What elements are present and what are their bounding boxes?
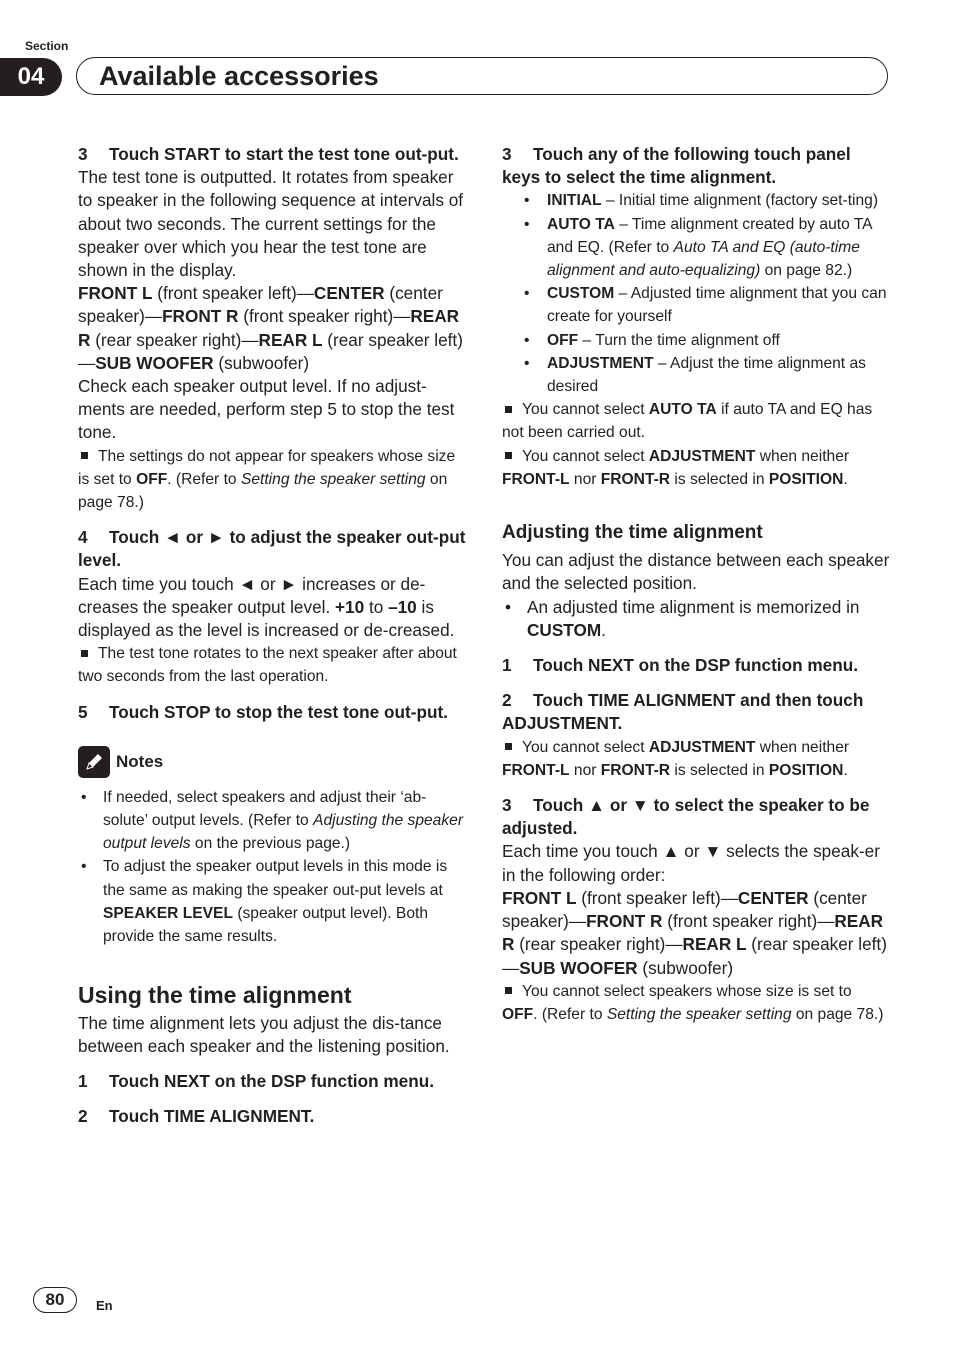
subsection-heading: Adjusting the time alignment	[502, 522, 763, 544]
body-text: Each time you touch ▲ or ▼ selects the speak-er in the following order:	[502, 841, 880, 885]
step-heading: 3 Touch any of the following touch panel keys to select the time alignment.	[502, 144, 851, 188]
right-column	[502, 143, 890, 1026]
step-heading: 2 Touch TIME ALIGNMENT.	[78, 1106, 315, 1127]
note-item: The settings do not appear for speakers whose size is set to OFF. (Refer to Setting the speaker setting on page 78.)	[78, 447, 456, 512]
note-item: You cannot select speakers whose size is set to OFF. (Refer to Setting the speaker setting on page 78.)	[502, 982, 884, 1023]
note-item: You cannot select ADJUSTMENT when neither FRONT-L nor FRONT-R is selected in POSITION.	[502, 738, 850, 779]
body-text: Check each speaker output level. If no adjust-ments are needed, perform step 5 to stop the test tone.	[78, 376, 455, 443]
page-number: 80	[33, 1287, 77, 1313]
notes-heading: Notes	[78, 746, 466, 778]
step-heading: 3 Touch ▲ or ▼ to select the speaker to be adjusted.	[502, 795, 870, 839]
body-text: Each time you touch ◄ or ► increases or de-creases the speaker output level. +10 to –10 is displayed as the level is increased or de-creased.	[78, 573, 455, 641]
step-heading: 3 Touch START to start the test tone out-put.	[78, 144, 459, 164]
bullet-item: • An adjusted time alignment is memorized in CUSTOM.	[502, 596, 890, 642]
note-square-icon	[505, 406, 512, 413]
option-bullet: • INITIAL – Initial time alignment (factory set-ting)	[502, 189, 890, 212]
section-number: 04	[0, 58, 62, 96]
body-text: You can adjust the distance between each speaker and the selected position.	[502, 550, 890, 594]
note-square-icon	[505, 452, 512, 459]
title-bar	[76, 57, 888, 95]
body-text: The time alignment lets you adjust the dis-tance between each speaker and the listening position.	[78, 1012, 450, 1056]
body-text: The test tone is outputted. It rotates from speaker to speaker in the following sequence at intervals of about two seconds. The current settings for the speaker over which you hear the test tone are shown in the display.	[78, 167, 464, 281]
option-bullet: • AUTO TA – Time alignment created by auto TA and EQ. (Refer to Auto TA and EQ (auto-time alignment and auto-equalizing) on page 82.)	[502, 213, 890, 283]
option-bullet: • CUSTOM – Adjusted time alignment that you can create for yourself	[502, 282, 890, 328]
note-item: The test tone rotates to the next speaker after about two seconds from the last operation.	[78, 645, 457, 686]
step-heading: 2 Touch TIME ALIGNMENT and then touch ADJUSTMENT.	[502, 690, 864, 734]
page-title: Available accessories	[99, 61, 379, 91]
section-label: Section	[25, 39, 69, 53]
language-code: En	[96, 1298, 113, 1313]
note-item: You cannot select AUTO TA if auto TA and EQ has not been carried out.	[502, 401, 873, 442]
note-square-icon	[505, 743, 512, 750]
notes-bullet: • To adjust the speaker output levels in this mode is the same as making the speaker out-put levels at SPEAKER LEVEL (speaker output level). Both provide the same results.	[78, 855, 466, 948]
notes-pencil-icon	[78, 746, 110, 778]
step-heading: 4 Touch ◄ or ► to adjust the speaker out-put level.	[78, 527, 466, 571]
note-item: You cannot select ADJUSTMENT when neither FRONT-L nor FRONT-R is selected in POSITION.	[502, 447, 850, 488]
note-square-icon	[81, 452, 88, 459]
option-bullet: • ADJUSTMENT – Adjust the time alignment as desired	[502, 352, 890, 398]
speaker-sequence: FRONT L (front speaker left)—CENTER (center speaker)—FRONT R (front speaker right)—REAR R (rear speaker right)—REAR L (rear speaker left)—SUB WOOFER (subwoofer)	[78, 283, 463, 373]
section-heading: Using the time alignment	[78, 982, 352, 1009]
note-square-icon	[81, 650, 88, 657]
notes-bullet: • If needed, select speakers and adjust their ‘ab-solute’ output levels. (Refer to Adjusting the speaker output levels on the previous page.)	[78, 786, 466, 856]
step-heading: 5 Touch STOP to stop the test tone out-put.	[78, 701, 448, 722]
step-heading: 1 Touch NEXT on the DSP function menu.	[502, 655, 858, 676]
left-column	[78, 143, 466, 1128]
speaker-sequence: FRONT L (front speaker left)—CENTER (center speaker)—FRONT R (front speaker right)—REAR R (rear speaker right)—REAR L (rear speaker left)—SUB WOOFER (subwoofer)	[502, 887, 887, 978]
option-bullet: • OFF – Turn the time alignment off	[502, 329, 890, 352]
step-heading: 1 Touch NEXT on the DSP function menu.	[78, 1070, 434, 1091]
note-square-icon	[505, 987, 512, 994]
